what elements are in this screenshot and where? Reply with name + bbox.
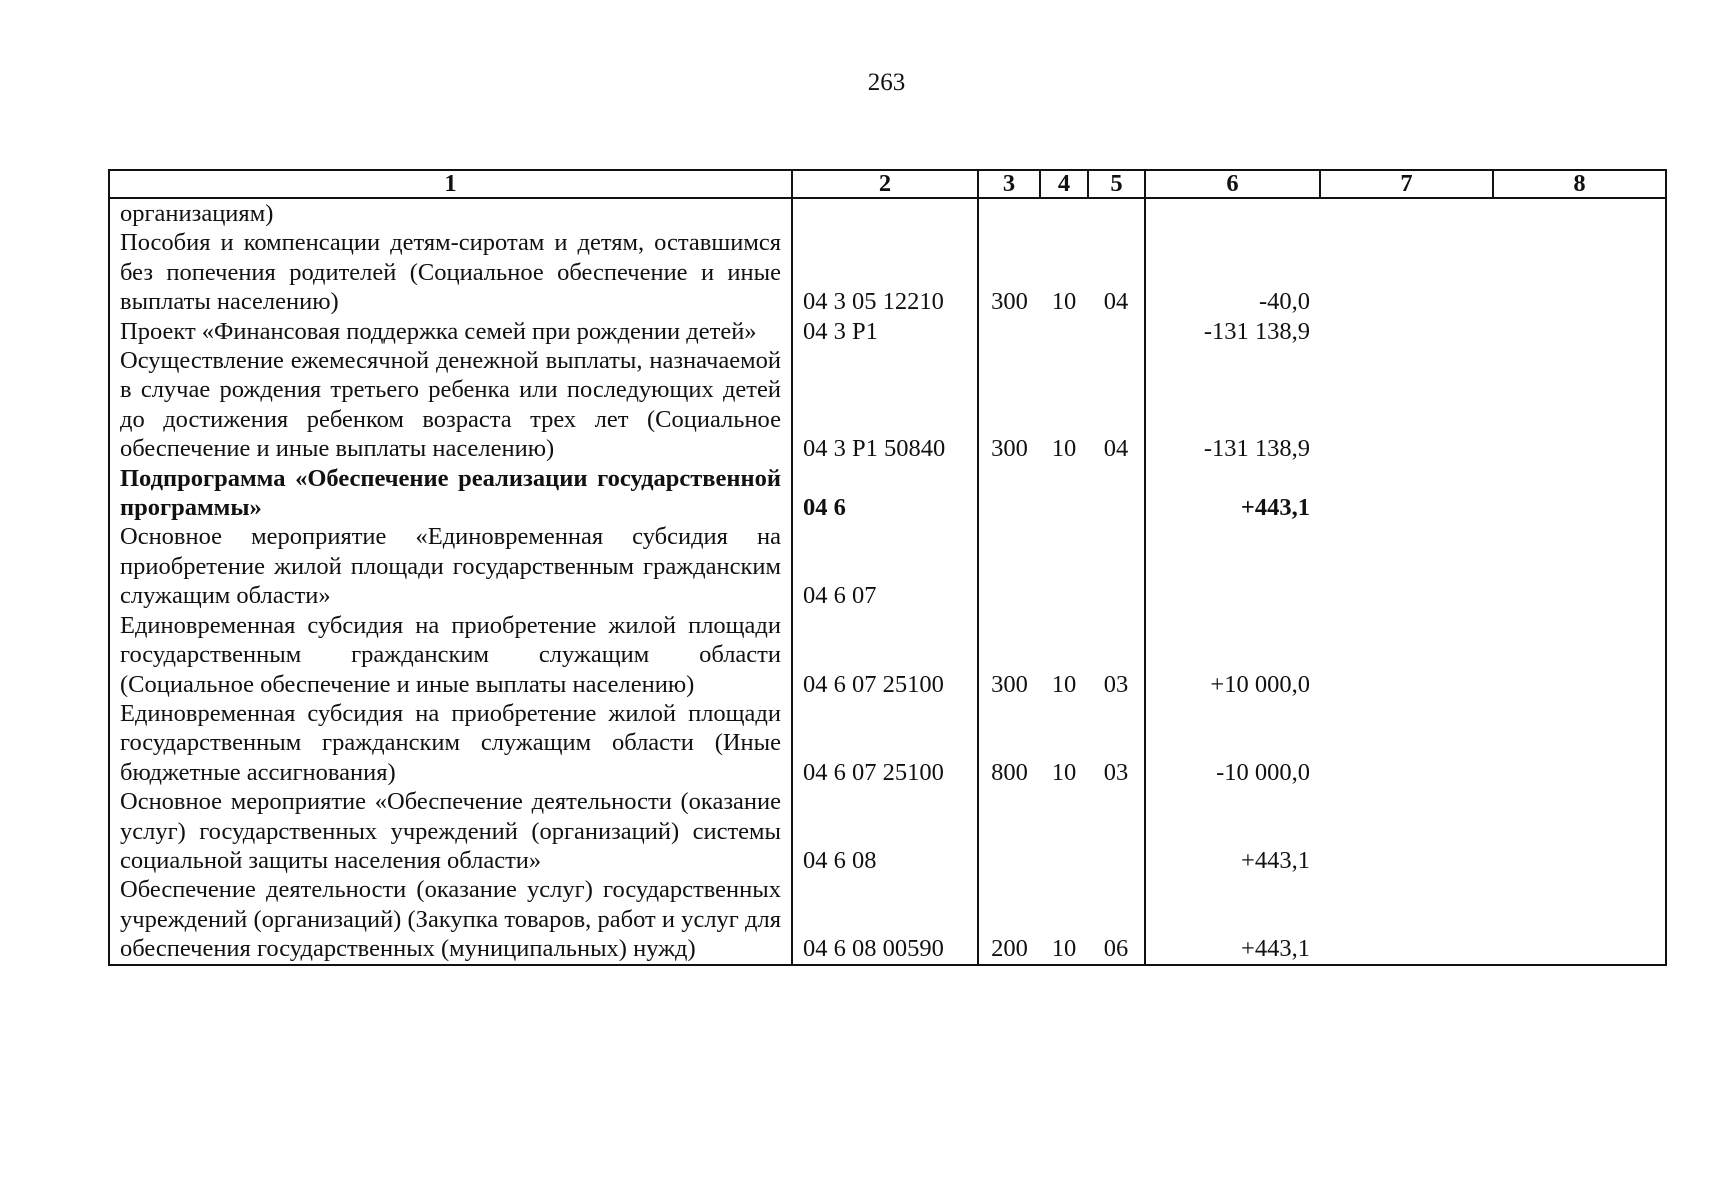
table-body [109, 198, 1666, 965]
header-col-5: 5 [1088, 170, 1145, 198]
row-col-8 [1493, 198, 1666, 228]
row-section: 10 [1051, 935, 1077, 963]
table-row [109, 699, 1666, 787]
row-group [978, 464, 1040, 523]
row-subsection: 03 [1103, 758, 1129, 786]
row-group: 300 [978, 228, 1040, 316]
row-col-8 [1493, 875, 1666, 964]
row-subsection [1088, 787, 1145, 875]
row-col-8 [1493, 522, 1666, 610]
row-col-7 [1320, 699, 1493, 787]
row-name: организациям) [109, 198, 792, 228]
row-amount: -131 138,9 [1145, 317, 1320, 346]
row-amount: -40,0 [1145, 228, 1320, 316]
row-subsection [1088, 464, 1145, 523]
row-name: Осуществление ежемесячной денежной выплаты, назначаемой в случае рождения третьего ребенка или последующих детей до достижения ребенком возраста трех лет (Социальное обеспечение и иные выплаты населению) [109, 346, 792, 464]
row-group [978, 198, 1040, 228]
row-amount: +10 000,0 [1145, 611, 1320, 699]
table-row [109, 522, 1666, 610]
row-section [1040, 198, 1088, 228]
row-section [1040, 787, 1088, 875]
row-col-8 [1493, 346, 1666, 464]
row-name: Единовременная субсидия на приобретение жилой площади государственным гражданским служащим области (Иные бюджетные ассигнования) [109, 699, 792, 787]
budget-table [108, 169, 1667, 966]
page-number: 263 [867, 69, 906, 96]
table-row [109, 346, 1666, 464]
header-row [109, 170, 1666, 198]
row-subsection [1088, 317, 1145, 346]
table-row [109, 228, 1666, 316]
row-code: 04 3 P1 50840 [792, 346, 978, 464]
row-name: Обеспечение деятельности (оказание услуг) государственных учреждений (организаций) (Закупка товаров, работ и услуг для обеспечения государственных (муниципальных) нужд) [109, 875, 792, 964]
row-col-8 [1493, 464, 1666, 523]
header-col-1: 1 [109, 170, 792, 198]
row-amount: -131 138,9 [1145, 346, 1320, 464]
row-section: 10 [1051, 435, 1077, 463]
row-amount: +443,1 [1145, 464, 1320, 523]
row-group: 200 [978, 875, 1040, 964]
row-name: Основное мероприятие «Обеспечение деятельности (оказание услуг) государственных учреждений (организаций) системы социальной защиты населения области» [109, 787, 792, 875]
row-code: 04 6 07 25100 [792, 611, 978, 699]
header-col-3: 3 [978, 170, 1040, 198]
row-code: 04 6 07 25100 [792, 699, 978, 787]
row-col-7 [1320, 464, 1493, 523]
table-row [109, 787, 1666, 875]
row-code: 04 6 08 [792, 787, 978, 875]
table-row [109, 198, 1666, 228]
row-code: 04 6 [792, 464, 978, 523]
row-col-8 [1493, 228, 1666, 316]
header-col-6: 6 [1145, 170, 1320, 198]
row-col-7 [1320, 346, 1493, 464]
table-row [109, 464, 1666, 523]
row-group: 800 [978, 699, 1040, 787]
row-name: Проект «Финансовая поддержка семей при рождении детей» [109, 317, 792, 346]
row-section: 10 [1051, 670, 1077, 698]
row-col-7 [1320, 228, 1493, 316]
row-code: 04 3 P1 [792, 317, 978, 346]
row-amount: +443,1 [1145, 875, 1320, 964]
row-name: Основное мероприятие «Единовременная субсидия на приобретение жилой площади государственным гражданским служащим области» [109, 522, 792, 610]
header-col-4: 4 [1040, 170, 1088, 198]
table-header [109, 170, 1666, 198]
row-subsection [1088, 522, 1145, 610]
table-row [109, 317, 1666, 346]
row-group: 300 [978, 346, 1040, 464]
row-section: 10 [1051, 758, 1077, 786]
row-section [1040, 522, 1088, 610]
row-subsection: 04 [1103, 288, 1129, 316]
row-code [792, 198, 978, 228]
row-group [978, 787, 1040, 875]
row-amount [1145, 522, 1320, 610]
row-name: Пособия и компенсации детям-сиротам и детям, оставшимся без попечения родителей (Социальное обеспечение и иные выплаты населению) [109, 228, 792, 316]
row-code: 04 6 07 [792, 522, 978, 610]
row-subsection: 03 [1103, 670, 1129, 698]
row-col-8 [1493, 317, 1666, 346]
header-col-7: 7 [1320, 170, 1493, 198]
row-col-8 [1493, 787, 1666, 875]
row-group [978, 317, 1040, 346]
row-subsection [1088, 198, 1145, 228]
header-col-8: 8 [1493, 170, 1666, 198]
row-section [1040, 464, 1088, 523]
row-section: 10 [1051, 288, 1077, 316]
row-section [1040, 317, 1088, 346]
row-col-7 [1320, 611, 1493, 699]
row-col-8 [1493, 611, 1666, 699]
row-group [978, 522, 1040, 610]
row-group: 300 [978, 611, 1040, 699]
row-col-8 [1493, 699, 1666, 787]
row-code: 04 6 08 00590 [792, 875, 978, 964]
row-col-7 [1320, 198, 1493, 228]
row-col-7 [1320, 522, 1493, 610]
row-col-7 [1320, 317, 1493, 346]
row-name: Подпрограмма «Обеспечение реализации государственной программы» [109, 464, 792, 523]
row-code: 04 3 05 12210 [792, 228, 978, 316]
row-subsection: 04 [1103, 435, 1129, 463]
row-amount: -10 000,0 [1145, 699, 1320, 787]
row-name: Единовременная субсидия на приобретение жилой площади государственным гражданским служащим области (Социальное обеспечение и иные выплаты населению) [109, 611, 792, 699]
header-col-2: 2 [792, 170, 978, 198]
row-amount [1145, 198, 1320, 228]
table-row [109, 875, 1666, 964]
row-col-7 [1320, 787, 1493, 875]
row-col-7 [1320, 875, 1493, 964]
row-subsection: 06 [1103, 935, 1129, 963]
table-row [109, 611, 1666, 699]
row-amount: +443,1 [1145, 787, 1320, 875]
